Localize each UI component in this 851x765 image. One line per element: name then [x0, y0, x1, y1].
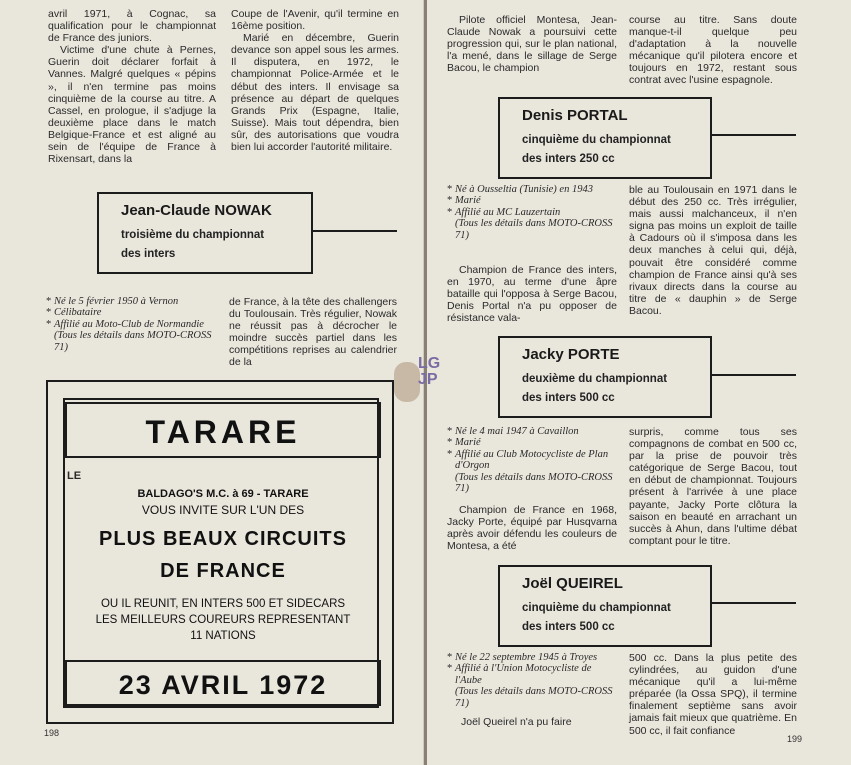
paragraph: Victime d'une chute à Pernes, Guerin doit déclarer forfait à Vannes. Malgré quelques « pépins », il n'en termine pas moins cinquième de la course au titre. A Cassel, en prologue, il s'adjuge la deuxième place dans le match Belgique-France et est aligné au sein de l'équipe de France à Rixensart, dans la: [48, 44, 216, 166]
ad-invite-line: VOUS INVITE SUR L'UN DES: [141, 503, 305, 517]
ad-inner-frame: [63, 398, 379, 708]
title-rule: [712, 374, 796, 376]
paragraph: ble au Toulousain en 1971 dans le début des 250 cc. Très irrégulier, mais aussi malchanceux, il n'en signa pas moins un exploit de taille à Cadours où il s'imposa dans les deux manches à celui qui, déjà, pouvait être considéré comme champion de France ainsi qu'à ses rivaux directs dans la course au titre de « dauphin » de Serge Bacou.: [629, 184, 797, 317]
ad-detail-1: OU IL REUNIT, EN INTERS 500 ET SIDECARS: [100, 598, 346, 610]
paragraph: Joël Queirel n'a pu faire: [461, 716, 572, 728]
left-page: [0, 0, 424, 765]
rider-rank: deuxième du championnat: [522, 373, 668, 385]
rider-name: Denis PORTAL: [522, 107, 628, 124]
paragraph: surpris, comme tous ses compagnons de combat en 500 cc, par la prise de pouvoir très catégorique de Serge Bacou, tout en début de championnat. Toujours présent à l'arrivée à une place payante, Jacky Porte clôtura la saison en beauté en arrachant un succès à Ahun, dans l'ultime débat comptant pour le titre.: [629, 426, 797, 547]
fact-item: * Affilié à l'Union Motocycliste de l'Aube: [447, 663, 617, 686]
right-intro-col2: [629, 14, 797, 87]
tarare-advertisement: [46, 380, 394, 724]
rider-category: des inters: [121, 248, 176, 260]
fact-item: * Marié: [447, 437, 617, 448]
title-rule: [712, 134, 796, 136]
fact-item: * Célibataire: [46, 307, 216, 318]
porte-text-col2: [629, 426, 797, 547]
paragraph: Pilote officiel Montesa, Jean-Claude Nowak a poursuivi cette progression qui, sur le plan national, l'a mené, dans le sillage de Serge Bacou, le champion: [447, 14, 617, 75]
paragraph: 500 cc. Dans la plus petite des cylindrées, au guidon d'une mécanique qu'il a lui-même préparée (la Ossa SPQ), il termine finalement septième sans avoir jamais fait mieux que quatrième. En 500 cc, il fait confiance: [629, 652, 797, 737]
porte-title-box: [498, 336, 712, 418]
nowak-title-box: [97, 192, 313, 274]
fact-item: (Tous les détails dans MOTO-CROSS 71): [455, 471, 613, 495]
page-number-left: 198: [44, 728, 60, 738]
paragraph: course au titre. Sans doute manque-t-il quelque peu d'adaptation à la nouvelle mécanique qu'il pilotera encore et toujours en 1972, restant sous contrat avec l'usine espagnole.: [629, 14, 797, 87]
queirel-text-col1: [461, 716, 617, 728]
ad-title: TARARE: [145, 414, 301, 450]
queirel-text-col2: [629, 652, 797, 737]
fact-item: (Tous les détails dans MOTO-CROSS 71): [455, 686, 613, 709]
fact-item: * Né le 22 septembre 1945 à Troyes: [447, 652, 617, 663]
ad-date-box: [65, 660, 381, 706]
rider-name: Jacky PORTE: [522, 346, 620, 363]
rider-name: Jean-Claude NOWAK: [121, 202, 272, 219]
rider-rank: cinquième du championnat: [522, 602, 671, 614]
left-text-col2: [231, 8, 399, 153]
ad-detail-2: LES MEILLEURS COUREURS REPRESENTANT: [95, 614, 351, 626]
queirel-title-box: [498, 565, 712, 647]
ad-le: LE: [67, 470, 82, 482]
portal-title-box: [498, 97, 712, 179]
left-text-col1: [48, 8, 216, 165]
paragraph: Champion de France en 1968, Jacky Porte, équipé par Husqvarna après avoir défendu les couleurs de Montesa, a été: [447, 504, 617, 553]
portal-text-col2: [629, 184, 797, 317]
fact-item: (Tous les détails dans MOTO-CROSS 71): [54, 330, 212, 353]
paragraph: avril 1971, à Cognac, sa qualification pour le championnat de France des juniors.: [48, 8, 216, 45]
ad-headline-2: DE FRANCE: [160, 560, 286, 582]
rider-category: des inters 500 cc: [522, 392, 615, 404]
ad-headline-1: PLUS BEAUX CIRCUITS: [99, 528, 347, 550]
ad-detail-3: 11 NATIONS: [190, 630, 256, 642]
paragraph: Champion de France des inters, en 1970, au terme d'une âpre bataille qui l'opposa à Serge Bacou, Denis Portal n'a pu opposer de résistance vala-: [447, 264, 617, 325]
watermark-text: LG JP: [418, 355, 441, 388]
paragraph: Marié en décembre, Guerin devance son appel sous les armes. Il disputera, en 1972, le championnat Police-Armée et le début des inters. Il envisage sa présence au départ de quelques Grands Prix (Espagne, Italie, Suisse). Mais tout dépendra, bien sûr, des autorisations que voudra bien lui accorder l'autorité militaire.: [231, 32, 399, 154]
fact-item: * Affilié au Moto-Club de Normandie: [46, 319, 216, 330]
title-rule: [313, 230, 397, 232]
fact-item: * Affilié au MC Lauzertain: [447, 207, 617, 218]
nowak-text: [229, 296, 397, 369]
queirel-facts: [447, 652, 617, 709]
fact-item: * Né le 5 février 1950 à Vernon: [46, 296, 216, 307]
fact-item: * Marié: [447, 195, 617, 206]
rider-rank: cinquième du championnat: [522, 134, 671, 146]
nowak-facts: [46, 296, 216, 353]
paragraph: de France, à la tête des challengers du Toulousain. Très régulier, Nowak ne réussit pas à décrocher le moindre succès partiel dans les compétitions reprises au calendrier de la: [229, 296, 397, 369]
paragraph: Coupe de l'Avenir, qu'il termine en 16ème position.: [231, 8, 399, 33]
fact-item: * Né le 4 mai 1947 à Cavaillon: [447, 426, 617, 437]
lgjp-watermark-logo: [392, 356, 454, 406]
fact-item: * Affilié au Club Motocycliste de Plan d'Orgon: [447, 449, 617, 472]
page-number-right: 199: [787, 734, 803, 744]
right-page: [427, 0, 851, 765]
right-intro-col1: [447, 14, 617, 74]
ad-club-line: BALDAGO'S M.C. à 69 - TARARE: [137, 488, 309, 500]
portrait-icon: [394, 362, 420, 402]
title-rule: [712, 602, 796, 604]
rider-category: des inters 500 cc: [522, 621, 615, 633]
fact-item: (Tous les détails dans MOTO-CROSS 71): [455, 218, 613, 241]
portal-facts: [447, 184, 617, 241]
portal-text-col1: [447, 264, 617, 324]
rider-name: Joël QUEIREL: [522, 575, 623, 592]
porte-text-col1: [447, 504, 617, 552]
rider-rank: troisième du championnat: [121, 229, 265, 241]
rider-category: des inters 250 cc: [522, 153, 615, 165]
fact-item: * Né à Ousseltia (Tunisie) en 1943: [447, 184, 617, 195]
ad-date: 23 AVRIL 1972: [118, 670, 328, 700]
ad-title-box: [65, 402, 381, 458]
porte-facts: [447, 426, 617, 494]
